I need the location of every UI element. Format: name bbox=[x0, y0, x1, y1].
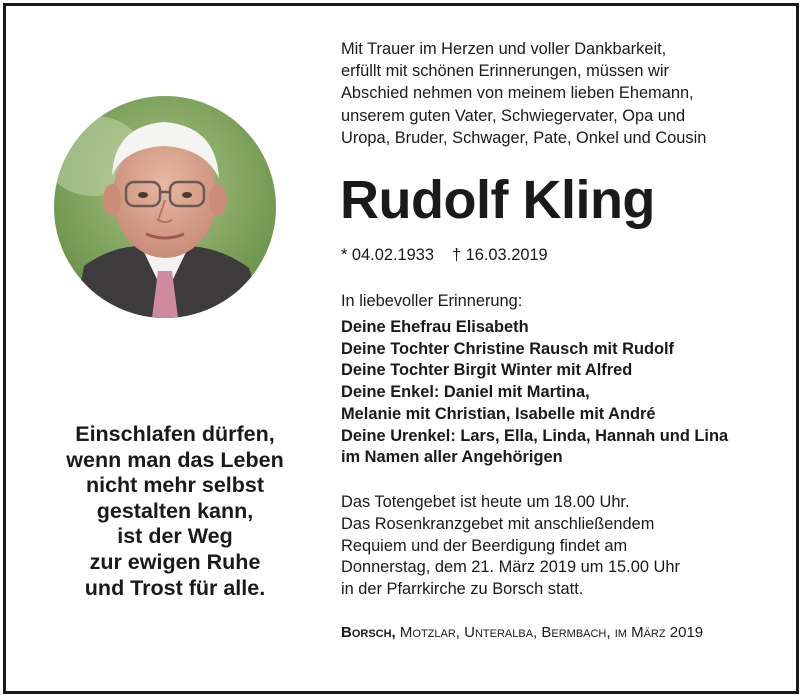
deceased-name: Rudolf Kling bbox=[340, 170, 655, 230]
intro-line: Uropa, Bruder, Schwager, Pate, Onkel und Cousin bbox=[341, 128, 707, 147]
service-line: Das Rosenkranzgebet mit anschließendem bbox=[341, 514, 655, 533]
quote-line: und Trost für alle. bbox=[84, 575, 266, 600]
mourner-line: Deine Tochter Birgit Winter mit Alfred bbox=[341, 361, 633, 380]
service-line: in der Pfarrkirche zu Borsch statt. bbox=[341, 580, 584, 599]
service-line: Donnerstag, dem 21. März 2019 um 15.00 Uhr bbox=[341, 558, 680, 577]
mourner-line: im Namen aller Angehörigen bbox=[341, 448, 563, 467]
mourner-line: Deine Tochter Christine Rausch mit Rudolf bbox=[341, 339, 675, 358]
mourners-list bbox=[341, 317, 728, 469]
service-line: Das Totengebet ist heute um 18.00 Uhr. bbox=[341, 493, 630, 511]
place-borsch: Borsch, bbox=[341, 624, 396, 641]
quote-line: wenn man das Leben bbox=[66, 447, 284, 472]
mourner-line: Deine Ehefrau Elisabeth bbox=[341, 318, 529, 336]
portrait-image bbox=[54, 96, 276, 318]
mourner-line: Melanie mit Christian, Isabelle mit André bbox=[341, 404, 656, 423]
mourner-line: Deine Enkel: Daniel mit Martina, bbox=[341, 383, 590, 402]
mourner-line: Deine Urenkel: Lars, Ella, Linda, Hannah und Lina bbox=[341, 426, 729, 445]
intro-line: unserem guten Vater, Schwiegervater, Opa und bbox=[341, 106, 686, 125]
quote-line: gestalten kann, bbox=[96, 498, 254, 523]
portrait-photo bbox=[54, 96, 276, 318]
service-info bbox=[341, 492, 680, 601]
quote bbox=[30, 422, 320, 601]
quote-line: ist der Weg bbox=[117, 524, 233, 549]
quote-line: Einschlafen dürfen, bbox=[75, 422, 275, 446]
intro-line: Abschied nehmen von meinem lieben Ehemann, bbox=[341, 84, 694, 103]
memory-heading: In liebevoller Erinnerung: bbox=[341, 292, 523, 310]
quote-line: nicht mehr selbst bbox=[85, 473, 264, 498]
quote-line: zur ewigen Ruhe bbox=[89, 549, 261, 574]
intro-line: Mit Trauer im Herzen und voller Dankbarkeit, bbox=[341, 40, 667, 58]
intro-line: erfüllt mit schönen Erinnerungen, müssen wir bbox=[341, 62, 669, 81]
places-line bbox=[341, 622, 703, 644]
death-date: † 16.03.2019 bbox=[451, 246, 548, 264]
places-rest: Motzlar, Unteralba, Bermbach, im März 2019 bbox=[395, 624, 704, 641]
intro-text bbox=[341, 38, 771, 149]
service-line: Requiem und der Beerdigung findet am bbox=[341, 536, 628, 555]
birth-date: * 04.02.1933 bbox=[341, 246, 434, 264]
life-dates bbox=[341, 244, 548, 266]
